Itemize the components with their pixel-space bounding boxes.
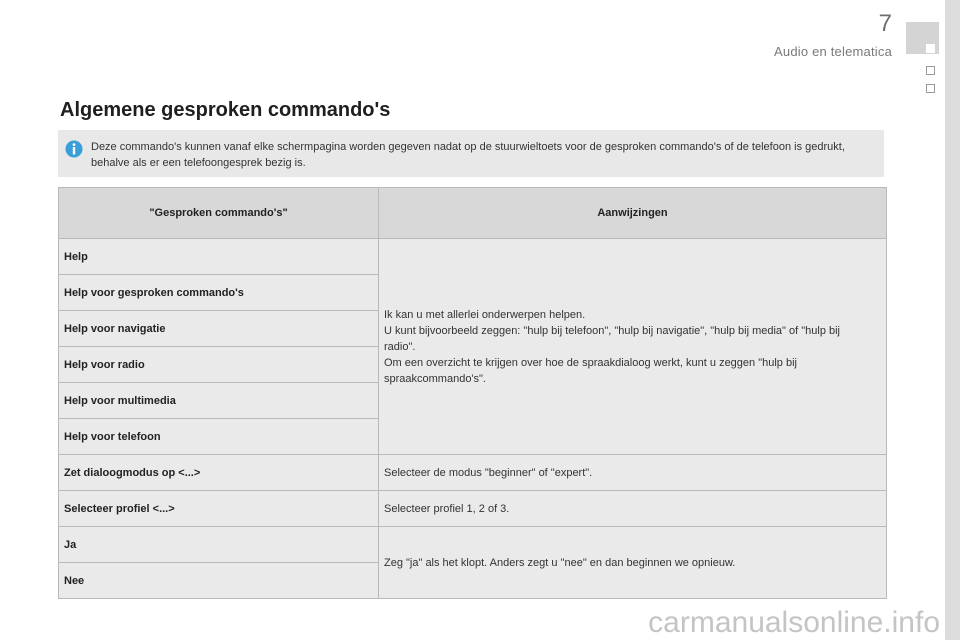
yes-no-description: Zeg "ja" als het klopt. Anders zegt u "nee" en dan beginnen we opnieuw.	[379, 527, 887, 599]
page-title: Algemene gesproken commando's	[60, 99, 391, 121]
help-description-line: Om een overzicht te krijgen over hoe de spraakdialoog werkt, kunt u zeggen "hulp bij spraakcommando's".	[384, 356, 797, 385]
column-header-commands: "Gesproken commando's"	[59, 188, 379, 239]
table-row	[59, 239, 887, 275]
table-header-row	[59, 188, 887, 239]
table-row	[59, 455, 887, 491]
command-no: Nee	[59, 563, 379, 599]
help-description-line: U kunt bijvoorbeeld zeggen: "hulp bij telefoon", "hulp bij navigatie", "hulp bij media" of "hulp bij radio".	[384, 324, 841, 353]
command-dialog-mode: Zet dialoogmodus op <...>	[59, 455, 379, 491]
table-row	[59, 527, 887, 563]
command-help-phone: Help voor telefoon	[59, 419, 379, 455]
command-help-multimedia: Help voor multimedia	[59, 383, 379, 419]
command-yes: Ja	[59, 527, 379, 563]
page-number: 7	[878, 10, 892, 37]
help-description	[379, 239, 887, 455]
info-box	[58, 130, 884, 177]
info-icon	[65, 140, 83, 158]
dialog-mode-description: Selecteer de modus "beginner" of "expert".	[379, 455, 887, 491]
table-row	[59, 491, 887, 527]
command-help-voice: Help voor gesproken commando's	[59, 275, 379, 311]
section-name: Audio en telematica	[774, 44, 892, 59]
info-text: Deze commando's kunnen vanaf elke schermpagina worden gegeven nadat op de stuurwieltoets voor de gesproken commando's of de telefoon is gedrukt, behalve als er een telefoongesprek bezig is.	[91, 141, 845, 169]
page-edge-strip	[945, 0, 960, 640]
command-help-radio: Help voor radio	[59, 347, 379, 383]
help-description-line: Ik kan u met allerlei onderwerpen helpen.	[384, 308, 586, 321]
chapter-marker	[926, 66, 935, 75]
chapter-marker	[926, 84, 935, 93]
command-help: Help	[59, 239, 379, 275]
profile-description: Selecteer profiel 1, 2 of 3.	[379, 491, 887, 527]
chapter-marker-active	[926, 44, 935, 53]
command-help-navigation: Help voor navigatie	[59, 311, 379, 347]
watermark: carmanualsonline.info	[648, 606, 940, 639]
commands-table	[58, 187, 887, 599]
command-select-profile: Selecteer profiel <...>	[59, 491, 379, 527]
column-header-instructions: Aanwijzingen	[379, 188, 887, 239]
